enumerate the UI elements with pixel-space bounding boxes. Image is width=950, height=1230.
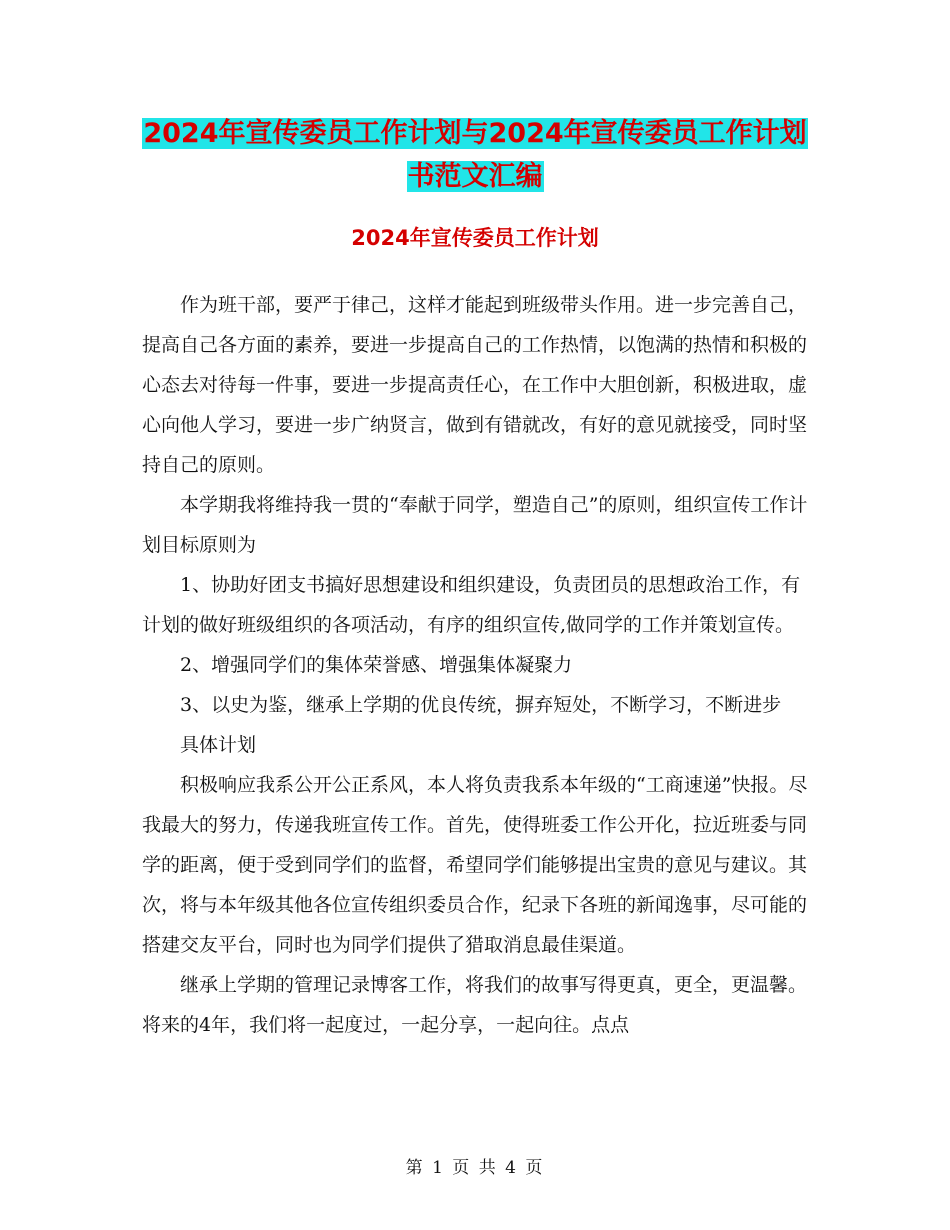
title-line-1: 2024年宣传委员工作计划与2024年宣传委员工作计划	[143, 118, 807, 149]
section-heading: 2024年宣传委员工作计划	[351, 226, 599, 250]
paragraph: 积极响应我系公开公正系风，本人将负责我系本年级的“工商速递”快报。尽我最大的努力，传递我班宣传工作。首先，使得班委工作公开化，拉近班委与同学的距离，便于受到同学们的监督，希望同学们能够提出宝贵的意见与建议。其次，将与本年级其他各位宣传组织委员合作，纪录下各班的新闻逸事，尽可能的搭建交友平台，同时也为同学们提供了猎取消息最佳渠道。	[142, 774, 808, 956]
paragraph: 1、协助好团支书搞好思想建设和组织建设，负责团员的思想政治工作，有计划的做好班级组织的各项活动，有序的组织宣传,做同学的工作并策划宣传。	[142, 574, 801, 636]
paragraph: 继承上学期的管理记录博客工作，将我们的故事写得更真，更全，更温馨。将来的4年，我们将一起度过，一起分享，一起向往。点点	[142, 974, 808, 1036]
page-number-footer: 第 1 页 共 4 页	[405, 1158, 545, 1178]
paragraph: 作为班干部，要严于律己，这样才能起到班级带头作用。进一步完善自己，提高自己各方面的素养，要进一步提高自己的工作热情，以饱满的热情和积极的心态去对待每一件事，要进一步提高责任心，在工作中大胆创新，积极进取，虚心向他人学习，要进一步广纳贤言，做到有错就改，有好的意见就接受，同时坚持自己的原则。	[142, 294, 808, 476]
paragraph: 3、以史为鉴，继承上学期的优良传统，摒弃短处，不断学习，不断进步	[180, 694, 782, 716]
document-body	[142, 285, 808, 1045]
title-line-2: 书范文汇编	[407, 161, 543, 192]
paragraph: 2、增强同学们的集体荣誉感、增强集体凝聚力	[180, 654, 573, 676]
paragraph: 本学期我将维持我一贯的“奉献于同学，塑造自己”的原则，组织宣传工作计划目标原则为	[142, 494, 808, 556]
paragraph: 具体计划	[180, 734, 257, 756]
document-title	[0, 112, 950, 198]
